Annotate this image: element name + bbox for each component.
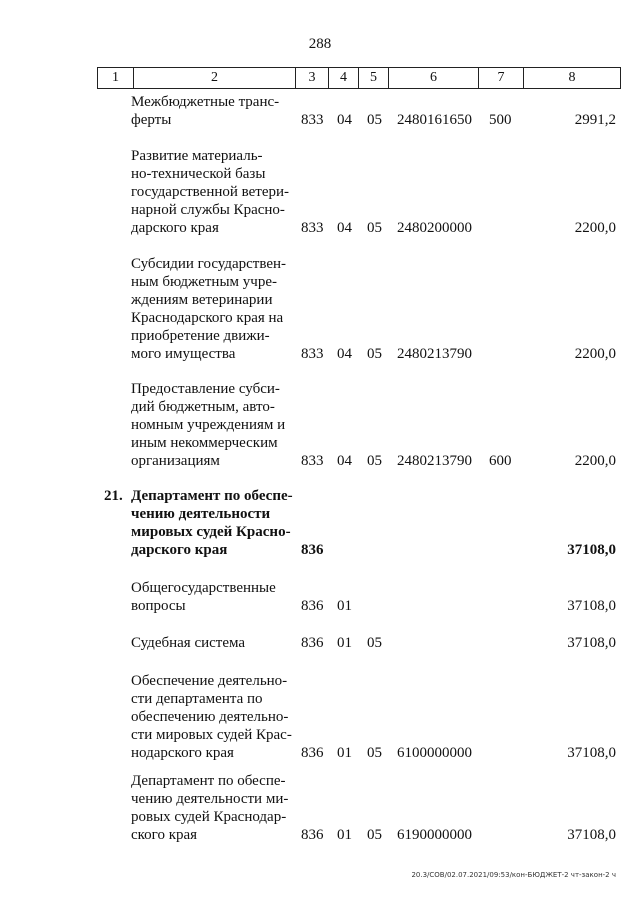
description-line: Общегосударственные — [131, 580, 276, 596]
subsection-code: 05 — [367, 453, 382, 469]
section-code: 01 — [337, 827, 352, 843]
section-code: 04 — [337, 112, 352, 128]
subsection-code: 05 — [367, 635, 382, 651]
description-line: приобретение движи- — [131, 328, 270, 344]
subsection-code: 05 — [367, 346, 382, 362]
description-line: Департамент по обеспе- — [131, 488, 293, 504]
header-col-5: 5 — [359, 68, 389, 88]
section-code: 01 — [337, 745, 352, 761]
description-line: нарной службы Красно- — [131, 202, 285, 218]
header-col-7: 7 — [479, 68, 524, 88]
section-code: 01 — [337, 598, 352, 614]
row-description — [131, 487, 295, 559]
subsection-code: 05 — [367, 112, 382, 128]
header-col-2: 2 — [134, 68, 296, 88]
subsection-code: 05 — [367, 220, 382, 236]
description-line: Обеспечение деятельно- — [131, 673, 288, 689]
header-col-3: 3 — [296, 68, 329, 88]
ministry-code: 836 — [301, 745, 324, 761]
description-line: Судебная система — [131, 635, 246, 651]
description-line: нодарского края — [131, 745, 234, 761]
description-line: Предоставление субси- — [131, 381, 280, 397]
description-line: чению деятельности — [131, 506, 271, 522]
amount: 37108,0 — [567, 635, 616, 651]
ministry-code: 836 — [301, 598, 324, 614]
description-line: номным учреждениям и — [131, 417, 286, 433]
ministry-code: 833 — [301, 453, 324, 469]
description-line: мировых судей Красно- — [131, 524, 291, 540]
description-line: дий бюджетным, авто- — [131, 399, 275, 415]
target-article: 6190000000 — [397, 827, 472, 843]
section-code: 04 — [337, 453, 352, 469]
header-col-1: 1 — [98, 68, 134, 88]
ministry-code: 833 — [301, 220, 324, 236]
header-col-8: 8 — [568, 70, 576, 85]
table-header — [97, 67, 621, 89]
target-article: 2480213790 — [397, 346, 472, 362]
description-line: ферты — [131, 112, 172, 128]
amount: 2200,0 — [574, 220, 616, 236]
description-line: Субсидии государствен- — [131, 256, 287, 272]
description-line: сти департамента по — [131, 691, 263, 707]
ministry-code: 836 — [301, 635, 324, 651]
description-line: Развитие материаль- — [131, 148, 263, 164]
description-line: обеспечению деятельно- — [131, 709, 289, 725]
description-line: иным некоммерческим — [131, 435, 278, 451]
ministry-code: 836 — [301, 827, 324, 843]
amount: 37108,0 — [567, 827, 616, 843]
expense-type: 500 — [489, 112, 512, 128]
header-col-4: 4 — [329, 68, 359, 88]
description-line: дарского края — [131, 220, 219, 236]
amount: 37108,0 — [567, 542, 616, 558]
description-line: государственной ветери- — [131, 184, 290, 200]
description-line: но-технической базы — [131, 166, 266, 182]
ministry-code: 833 — [301, 346, 324, 362]
description-line: ждениям ветеринарии — [131, 292, 273, 308]
amount: 2991,2 — [574, 112, 616, 128]
header-col-6: 6 — [389, 68, 479, 88]
row-description — [131, 772, 295, 844]
description-line: вопросы — [131, 598, 186, 614]
row-description — [131, 380, 295, 470]
row-description — [131, 672, 295, 762]
description-line: ского края — [131, 827, 198, 843]
section-code: 04 — [337, 346, 352, 362]
target-article: 2480200000 — [397, 220, 472, 236]
description-line: сти мировых судей Крас- — [131, 727, 292, 743]
ministry-code: 833 — [301, 112, 324, 128]
page-number: 288 — [308, 36, 332, 52]
description-line: мого имущества — [131, 346, 236, 362]
description-line: ровых судей Краснодар- — [131, 809, 287, 825]
amount: 2200,0 — [574, 346, 616, 362]
target-article: 2480161650 — [397, 112, 472, 128]
description-line: дарского края — [131, 542, 228, 558]
footer-filename: 20.3/СОВ/02.07.2021/09:53/кон-БЮДЖЕТ-2 чт-закон-2 ч — [411, 871, 616, 879]
row-description — [131, 255, 295, 363]
target-article: 6100000000 — [397, 745, 472, 761]
expense-type: 600 — [489, 453, 512, 469]
description-line: чению деятельности ми- — [131, 791, 289, 807]
section-code: 04 — [337, 220, 352, 236]
row-description — [131, 93, 295, 129]
description-line: Департамент по обеспе- — [131, 773, 286, 789]
row-number: 21. — [104, 488, 123, 504]
section-code: 01 — [337, 635, 352, 651]
description-line: Межбюджетные транс- — [131, 94, 280, 110]
row-description — [131, 579, 295, 615]
subsection-code: 05 — [367, 745, 382, 761]
description-line: Краснодарского края на — [131, 310, 284, 326]
amount: 37108,0 — [567, 598, 616, 614]
row-description — [131, 634, 295, 652]
description-line: организациям — [131, 453, 220, 469]
subsection-code: 05 — [367, 827, 382, 843]
amount: 2200,0 — [574, 453, 616, 469]
target-article: 2480213790 — [397, 453, 472, 469]
amount: 37108,0 — [567, 745, 616, 761]
row-description — [131, 147, 295, 237]
description-line: ным бюджетным учре- — [131, 274, 277, 290]
ministry-code: 836 — [301, 542, 324, 558]
